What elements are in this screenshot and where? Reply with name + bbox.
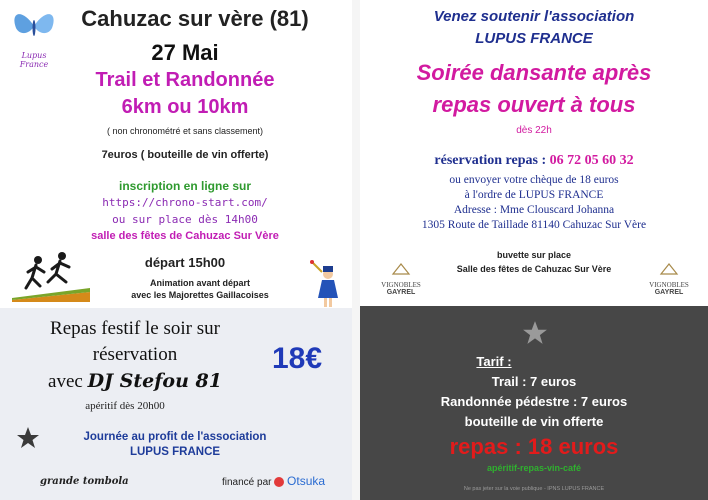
otsuka-logo-icon bbox=[274, 477, 284, 487]
tarif-repas-detail: apéritif-repas-vin-café bbox=[486, 463, 582, 473]
aperitif-time: apéritif dès 20h00 bbox=[85, 400, 165, 412]
inscription-alt: ou sur place dès 14h00 bbox=[112, 213, 258, 226]
star-icon bbox=[522, 320, 548, 346]
right-flyer bbox=[360, 0, 708, 500]
event-note: ( non chronométré et sans classement) bbox=[106, 126, 264, 136]
journee-line1: Journée au profit de l'association bbox=[83, 431, 267, 443]
panel-divider bbox=[352, 0, 360, 500]
departure: départ 15h00 bbox=[144, 255, 226, 270]
reservation-label: réservation repas : bbox=[434, 153, 547, 168]
reservation-phone: 06 72 05 60 32 bbox=[549, 153, 634, 168]
vineyard-right-line1: VIGNOBLES bbox=[649, 281, 689, 289]
left-flyer bbox=[0, 0, 352, 500]
town-heading: Cahuzac sur vère (81) bbox=[81, 6, 309, 31]
event-date: 27 Mai bbox=[151, 40, 219, 65]
address-line1: Adresse : Mme Clouscard Johanna bbox=[453, 204, 615, 216]
inscription-heading: inscription en ligne sur bbox=[118, 179, 252, 193]
inscription-url[interactable]: https://chrono-start.com/ bbox=[102, 196, 268, 209]
dinner-line3 bbox=[0, 370, 270, 393]
animation-line2: avec les Majorettes Gaillacoises bbox=[131, 290, 269, 300]
cheque-line2: à l'ordre de LUPUS FRANCE bbox=[464, 189, 604, 201]
vineyard-logo-left bbox=[374, 262, 428, 296]
tarif-trail: Trail : 7 euros bbox=[491, 374, 577, 389]
venue: salle des fêtes de Cahuzac Sur Vère bbox=[91, 230, 279, 242]
party-line1: Soirée dansante après bbox=[416, 60, 652, 85]
support-line2: LUPUS FRANCE bbox=[475, 30, 593, 47]
journee-line2: LUPUS FRANCE bbox=[129, 446, 221, 458]
vineyard-left-line2: GAYREL bbox=[386, 289, 416, 296]
runners-icon bbox=[12, 250, 90, 302]
dinner-price: 18€ bbox=[272, 342, 323, 375]
sponsor-line bbox=[222, 474, 325, 488]
reservation-line bbox=[360, 153, 708, 169]
dj-name: DJ Stefou 81 bbox=[87, 370, 222, 392]
tarif-bottle: bouteille de vin offerte bbox=[464, 414, 604, 429]
tarif-repas: repas : 18 euros bbox=[449, 434, 619, 459]
star-icon bbox=[16, 426, 40, 450]
sponsor-prefix: financé par bbox=[222, 477, 272, 488]
tarif-heading: Tarif : bbox=[476, 354, 512, 369]
vineyard-left-line1: VIGNOBLES bbox=[381, 281, 421, 289]
party-time: dès 22h bbox=[516, 125, 552, 136]
dinner-with: avec bbox=[48, 371, 83, 392]
left-flyer-top bbox=[0, 0, 352, 308]
event-title: Trail et Randonnée bbox=[95, 69, 275, 91]
party-line2: repas ouvert à tous bbox=[432, 92, 636, 117]
buvette: buvette sur place bbox=[496, 250, 572, 260]
dinner-line2: réservation bbox=[92, 344, 178, 365]
right-flyer-top bbox=[360, 0, 708, 306]
logo-text: Lupus France bbox=[19, 51, 49, 69]
event-price: 7euros ( bouteille de vin offerte) bbox=[101, 149, 269, 161]
salle-name: Salle des fêtes de Cahuzac Sur Vère bbox=[456, 264, 612, 274]
footer-small: Ne pas jeter sur la voie publique - IPNS LUPUS FRANCE bbox=[463, 486, 605, 492]
majorette-icon bbox=[308, 258, 344, 308]
sponsor-name: Otsuka bbox=[287, 474, 326, 488]
vineyard-logo-icon bbox=[391, 262, 411, 276]
animation-line1: Animation avant départ bbox=[149, 278, 250, 288]
left-flyer-bottom bbox=[0, 308, 352, 500]
tarif-rando: Randonnée pédestre : 7 euros bbox=[440, 394, 628, 409]
tombola-text: grande tombola bbox=[40, 476, 129, 487]
address-line2: 1305 Route de Taillade 81140 Cahuzac Sur Vère bbox=[421, 219, 647, 231]
cheque-line1: ou envoyer votre chèque de 18 euros bbox=[449, 174, 619, 186]
vineyard-logo-icon bbox=[659, 262, 679, 276]
support-line1: Venez soutenir l'association bbox=[433, 8, 635, 25]
dinner-line1: Repas festif le soir sur bbox=[50, 318, 220, 339]
right-flyer-bottom bbox=[360, 306, 708, 500]
vineyard-right-line2: GAYREL bbox=[654, 289, 684, 296]
event-distances: 6km ou 10km bbox=[121, 96, 249, 118]
vineyard-logo-right bbox=[642, 262, 696, 296]
